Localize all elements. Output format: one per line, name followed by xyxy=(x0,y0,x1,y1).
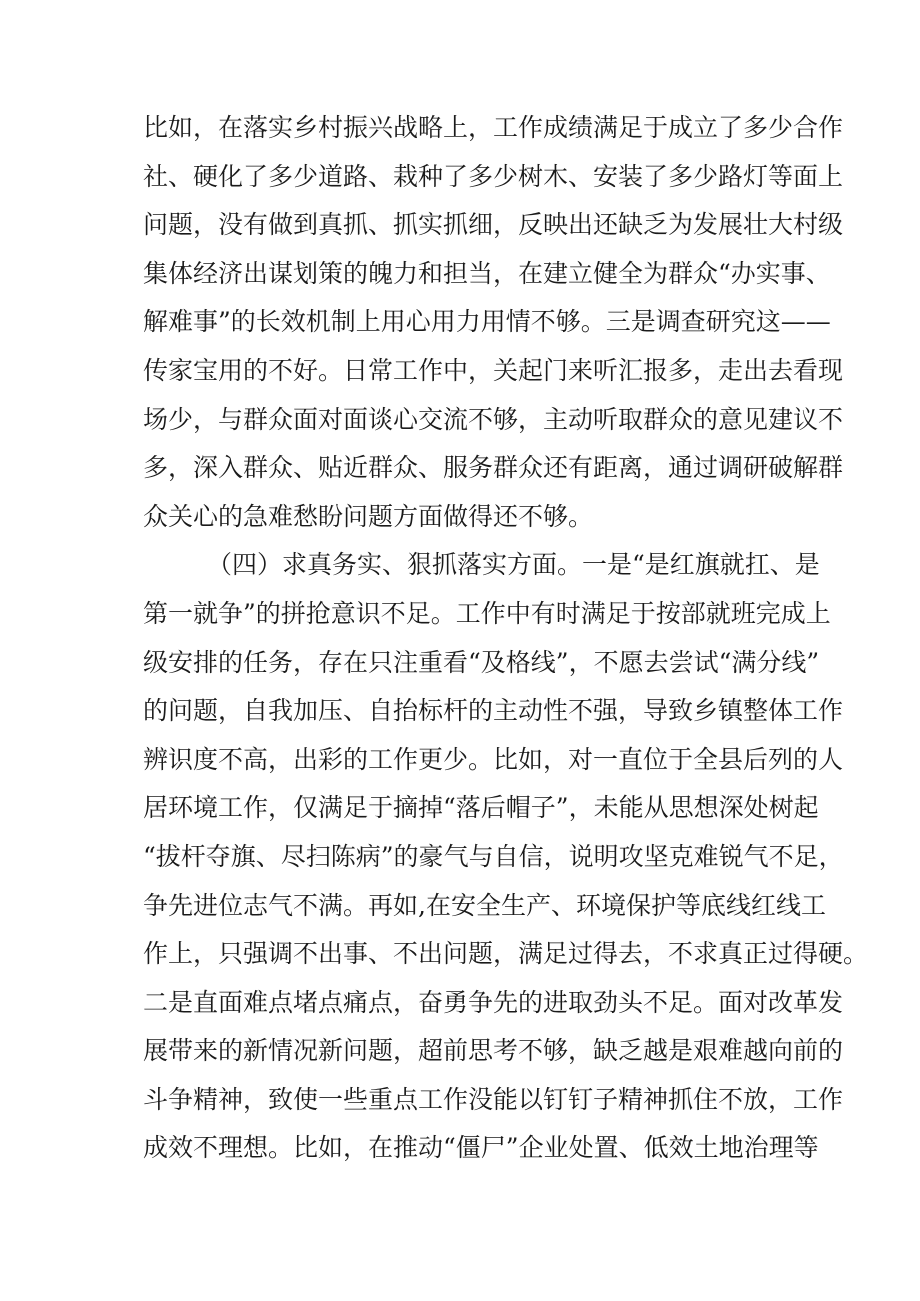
text-line: 集体经济出谋划策的魄力和担当，在建立健全为群众“办实事、 xyxy=(143,258,831,288)
text-line: 场少，与群众面对面谈心交流不够，主动听取群众的意见建议不 xyxy=(143,404,844,434)
text-line: 辨识度不高，出彩的工作更少。比如，对一直位于全县后列的人 xyxy=(143,744,844,774)
text-line: （四）求真务实、狠抓落实方面。一是“是红旗就扛、是 xyxy=(207,550,820,580)
text-line: 级安排的任务，存在只注重看“及格线”，不愿去尝试“满分线” xyxy=(143,647,820,677)
text-line: 斗争精神，致使一些重点工作没能以钉钉子精神抓住不放，工作 xyxy=(143,1084,844,1114)
paragraph-2 xyxy=(143,541,869,1173)
text-line: 的问题，自我加压、自抬标杆的主动性不强，导致乡镇整体工作 xyxy=(143,696,844,726)
paragraph-1 xyxy=(143,104,844,541)
text-line: 社、硬化了多少道路、栽种了多少树木、安装了多少路灯等面上 xyxy=(143,161,844,191)
text-line: 争先进位志气不满。再如,在安全生产、环境保护等底线红线工 xyxy=(143,890,826,920)
text-line: 居环境工作，仅满足于摘掉“落后帽子”，未能从思想深处树起 xyxy=(143,793,819,823)
text-line: 第一就争”的拼抢意识不足。工作中有时满足于按部就班完成上 xyxy=(143,598,831,628)
text-line: 解难事”的长效机制上用心用力用情不够。三是调查研究这—— xyxy=(143,307,831,337)
text-line: 比如，在落实乡村振兴战略上，工作成绩满足于成立了多少合作 xyxy=(143,113,844,142)
text-line: 多，深入群众、贴近群众、服务群众还有距离，通过调研破解群 xyxy=(143,453,844,483)
text-line: “拔杆夺旗、尽扫陈病”的豪气与自信，说明攻坚克难锐气不足， xyxy=(143,841,844,871)
text-line: 二是直面难点堵点痛点，奋勇争先的进取劲头不足。面对改革发 xyxy=(143,987,844,1017)
document-body xyxy=(143,104,869,1173)
text-line: 众关心的急难愁盼问题方面做得还不够。 xyxy=(143,501,594,531)
text-line: 成效不理想。比如，在推动“僵尸”企业处置、低效土地治理等 xyxy=(143,1133,819,1163)
text-line: 展带来的新情况新问题，超前思考不够，缺乏越是艰难越向前的 xyxy=(143,1036,844,1066)
text-line: 传家宝用的不好。日常工作中，关起门来听汇报多，走出去看现 xyxy=(143,355,844,385)
text-line: 作上，只强调不出事、不出问题，满足过得去，不求真正过得硬。 xyxy=(143,939,869,969)
text-line: 问题，没有做到真抓、抓实抓细，反映出还缺乏为发展壮大村级 xyxy=(143,210,844,240)
